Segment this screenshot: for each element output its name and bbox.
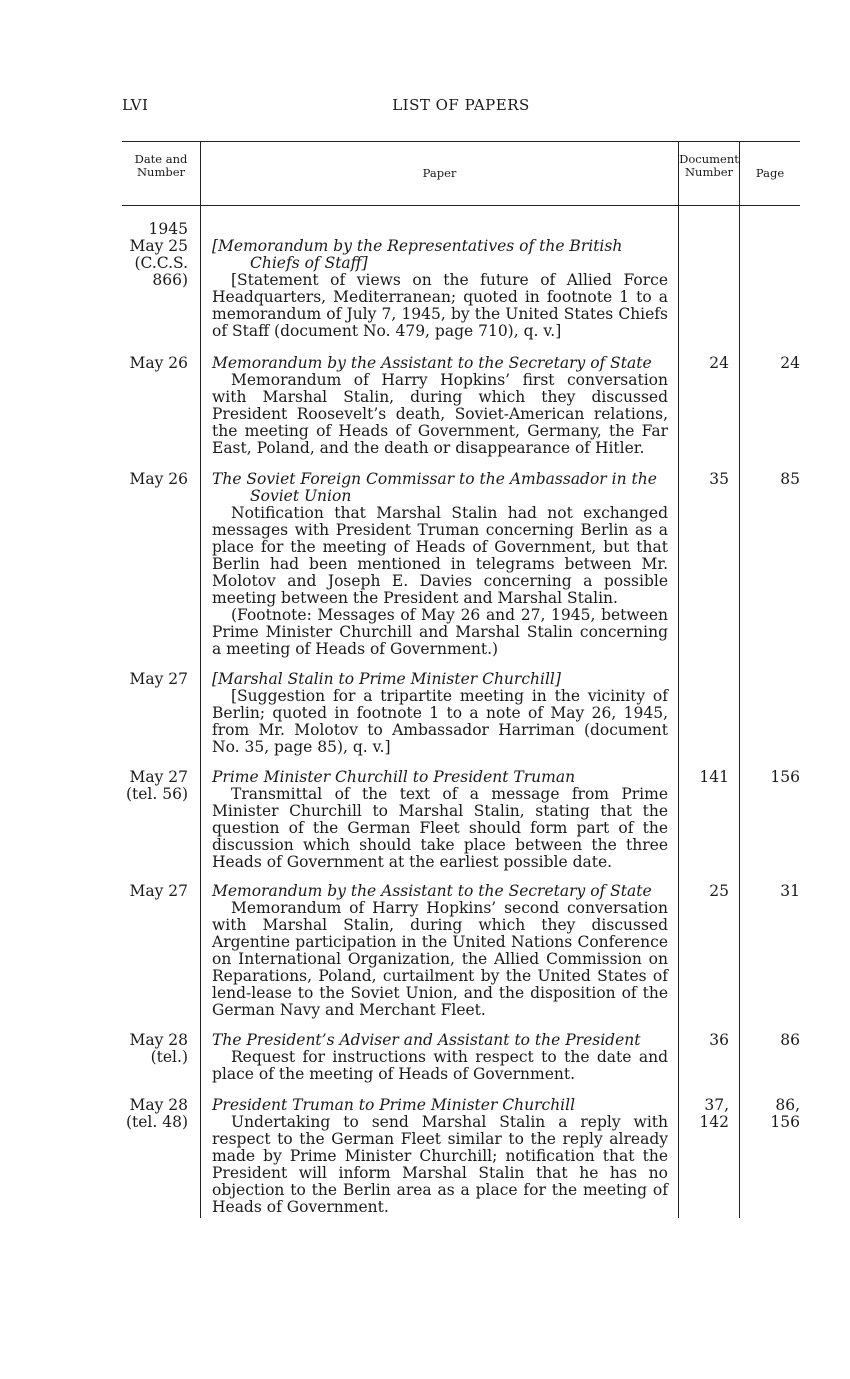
column-divider-date [200,141,201,1218]
row-paper [212,355,668,457]
row-document-number: 36 [709,1031,729,1049]
paper-description: [Statement of views on the future of Allied Force Headquarters, Mediterranean; quoted in footnote 1 to a memorandum of July 7, 1945, by the United States Chiefs of Staff (document No. 479, page 710), q. v.] [212,271,668,340]
row-paper [212,671,668,756]
row-paper [212,471,668,658]
row-page-number: 85 [780,470,800,488]
paper-title: Memorandum by the Assistant to the Secretary of State [212,354,652,372]
row-paper [212,769,668,871]
column-header-paper: Paper [422,166,457,180]
row-date: May 27 (tel. 56) [125,768,188,803]
row-paper [212,883,668,1019]
page-folio: LVI [122,96,149,114]
table-header-rule [122,205,800,206]
row-page-number: 86 [780,1031,800,1049]
paper-title: Memorandum by the Assistant to the Secretary of State [212,882,652,900]
row-date: May 26 [129,470,188,488]
column-header-page: Page [755,166,785,180]
row-document-number: 35 [709,470,729,488]
paper-title: President Truman to Prime Minister Churchill [212,1096,576,1114]
paper-title: The Soviet Foreign Commissar to the Ambassador in the Soviet Union [212,470,657,505]
paper-title: The President’s Adviser and Assistant to the President [212,1031,641,1049]
paper-description: Request for instructions with respect to the date and place of the meeting of Heads of Government. [212,1048,668,1083]
paper-description: [Suggestion for a tripartite meeting in the vicinity of Berlin; quoted in footnote 1 to a note of May 26, 1945, from Mr. Molotov to Ambassador Harriman (document No. 35, page 85), q. v.] [212,687,668,756]
column-divider-document [739,141,740,1218]
paper-footnote: (Footnote: Messages of May 26 and 27, 1945, between Prime Minister Churchill and Marshal Stalin concerning a meeting of Heads of Government.) [212,606,668,658]
paper-title: [Marshal Stalin to Prime Minister Churchill] [212,670,561,688]
row-date: May 27 [129,670,188,688]
row-page-number: 156 [770,768,800,786]
row-page-number: 31 [780,882,800,900]
row-date: May 27 [129,882,188,900]
page-title: LIST OF PAPERS [392,96,530,114]
paper-title: [Memorandum by the Representatives of the British Chiefs of Staff] [212,237,623,272]
row-document-number: 37, 142 [699,1096,729,1131]
running-head [122,96,800,116]
paper-title: Prime Minister Churchill to President Truman [212,768,576,786]
table-top-rule [122,141,800,142]
column-header-document: Document Number [679,152,739,179]
row-page-number: 86, 156 [770,1096,800,1131]
row-date: 1945 May 25 (C.C.S. 866) [129,220,188,289]
row-paper [212,238,668,340]
paper-description: Memorandum of Harry Hopkins’ first conversation with Marshal Stalin, during which they discussed President Roosevelt’s death, Soviet-American relations, the meeting of Heads of Government, Germany, the Far East, Poland, and the death or disappearance of Hitler. [212,371,668,457]
paper-description: Transmittal of the text of a message from Prime Minister Churchill to Marshal Stalin, stating that the question of the German Fleet should form part of the discussion which should take place between the three Heads of Government at the earliest possible date. [212,785,668,871]
column-divider-paper [678,141,679,1218]
row-paper [212,1032,668,1083]
row-page-number: 24 [780,354,800,372]
row-document-number: 25 [709,882,729,900]
row-document-number: 24 [709,354,729,372]
row-paper [212,1097,668,1216]
paper-description: Notification that Marshal Stalin had not exchanged messages with President Truman concerning Berlin as a place for the meeting of Heads of Government, but that Berlin had been mentioned in telegrams between Mr. Molotov and Joseph E. Davies concerning a possible meeting between the President and Marshal Stalin. [212,504,668,607]
row-date: May 28 (tel.) [129,1031,188,1066]
row-date: May 28 (tel. 48) [125,1096,188,1131]
row-date: May 26 [129,354,188,372]
paper-description: Undertaking to send Marshal Stalin a reply with respect to the German Fleet similar to the reply already made by Prime Minister Churchill; notification that the President will inform Marshal Stalin that he has no objection to the Berlin area as a place for the meeting of Heads of Government. [212,1113,668,1216]
paper-description: Memorandum of Harry Hopkins’ second conversation with Marshal Stalin, during which they discussed Argentine participation in the United Nations Conference on International Organization, the Allied Commission on Reparations, Poland, curtailment by the United States of lend-lease to the Soviet Union, and the disposition of the German Navy and Merchant Fleet. [212,899,668,1019]
row-document-number: 141 [699,768,729,786]
column-header-date: Date and Number [134,152,188,179]
